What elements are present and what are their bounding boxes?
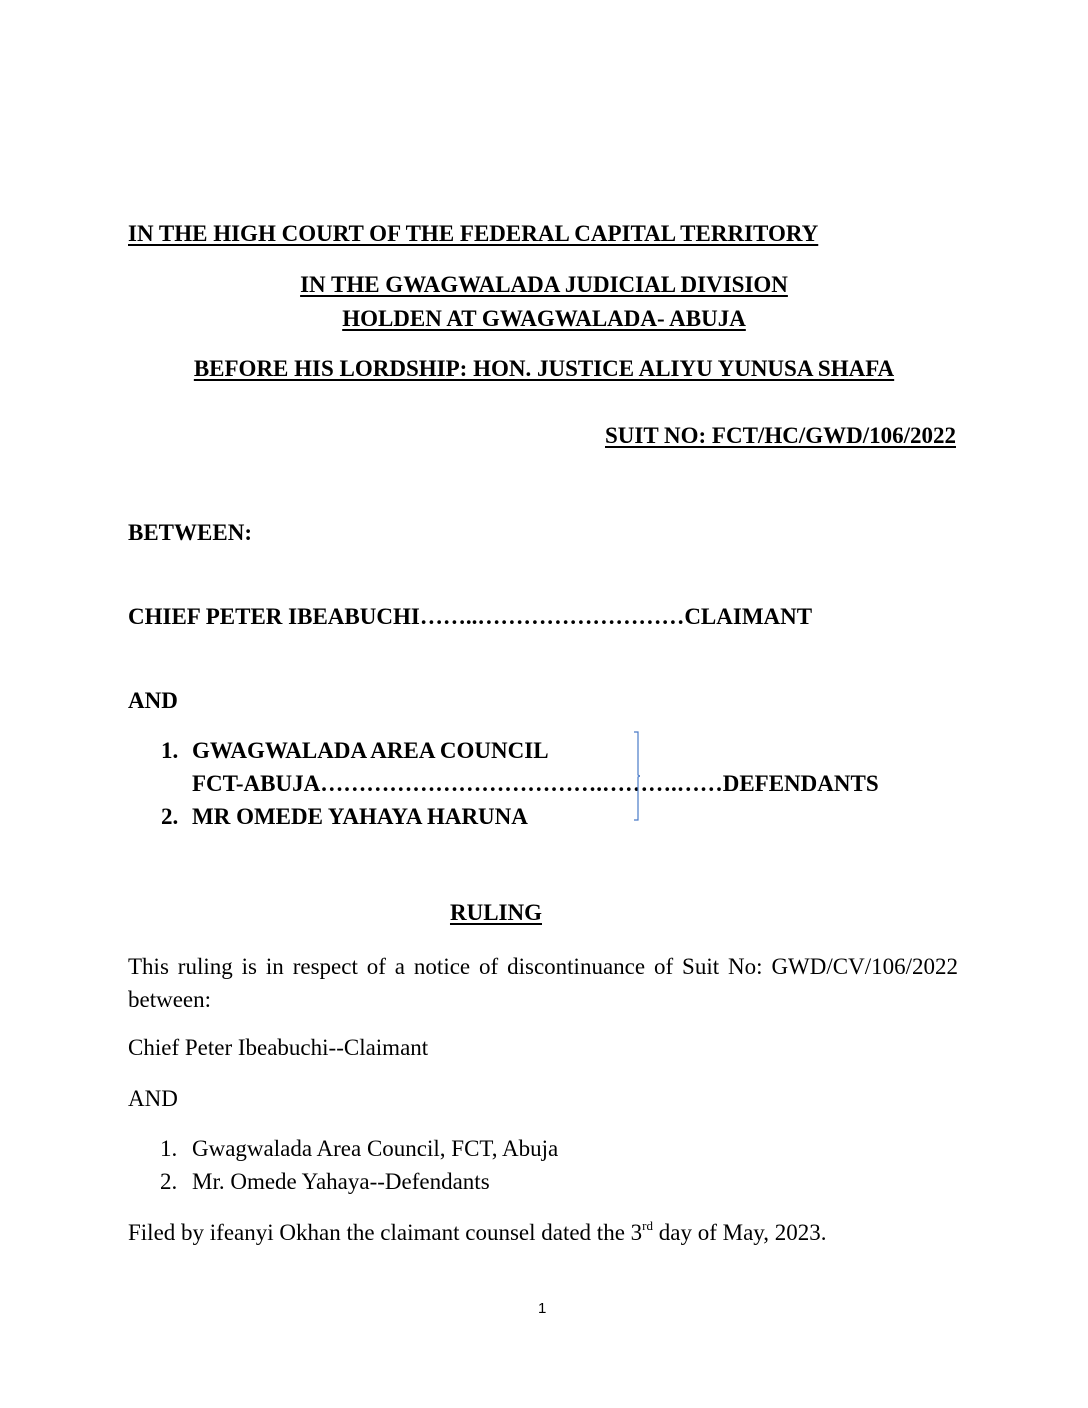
ruling-intro: This ruling is in respect of a notice of discontinuance of Suit No: GWD/CV/106/2022 between: [128,954,958,1012]
defendant-1-name: GWAGWALADA AREA COUNCIL [192,738,549,763]
filed-by-date: day of May, 2023. [653,1220,827,1245]
ordinal-suffix: rd [642,1218,653,1234]
defendant-2-number: 2. [161,804,179,829]
defendant-2-name: MR OMEDE YAHAYA HARUNA [192,804,528,829]
ruling-defendant-2: Mr. Omede Yahaya--Defendants [192,1169,490,1194]
claimant-line: CHIEF PETER IBEABUCHI……..………………………CLAIMANT [128,604,813,629]
defendant-1-number: 1. [161,738,179,763]
defendants-bracket [632,731,640,821]
between-label: BETWEEN: [128,520,252,545]
and-label: AND [128,688,178,713]
ruling-defendant-2-number: 2. [160,1169,178,1194]
filed-by-text: Filed by ifeanyi Okhan the claimant counsel dated the 3 [128,1220,643,1245]
defendant-1-line2: FCT-ABUJA……………………………….……….……DEFENDANTS [192,771,879,796]
division-heading: IN THE GWAGWALADA JUDICIAL DIVISION [300,272,788,297]
suit-number: SUIT NO: FCT/HC/GWD/106/2022 [605,423,956,448]
ruling-defendant-1-number: 1. [160,1136,178,1161]
holden-heading: HOLDEN AT GWAGWALADA- ABUJA [342,306,746,331]
page-number: 1 [538,1300,547,1317]
ruling-claimant: Chief Peter Ibeabuchi--Claimant [128,1035,429,1060]
judge-heading: BEFORE HIS LORDSHIP: HON. JUSTICE ALIYU YUNUSA SHAFA [193,356,895,381]
court-heading: IN THE HIGH COURT OF THE FEDERAL CAPITAL TERRITORY [128,221,819,246]
filed-by-line [128,1219,827,1247]
ruling-title: RULING [449,900,542,925]
ruling-defendant-1: Gwagwalada Area Council, FCT, Abuja [192,1136,559,1161]
ruling-and: AND [128,1086,178,1111]
